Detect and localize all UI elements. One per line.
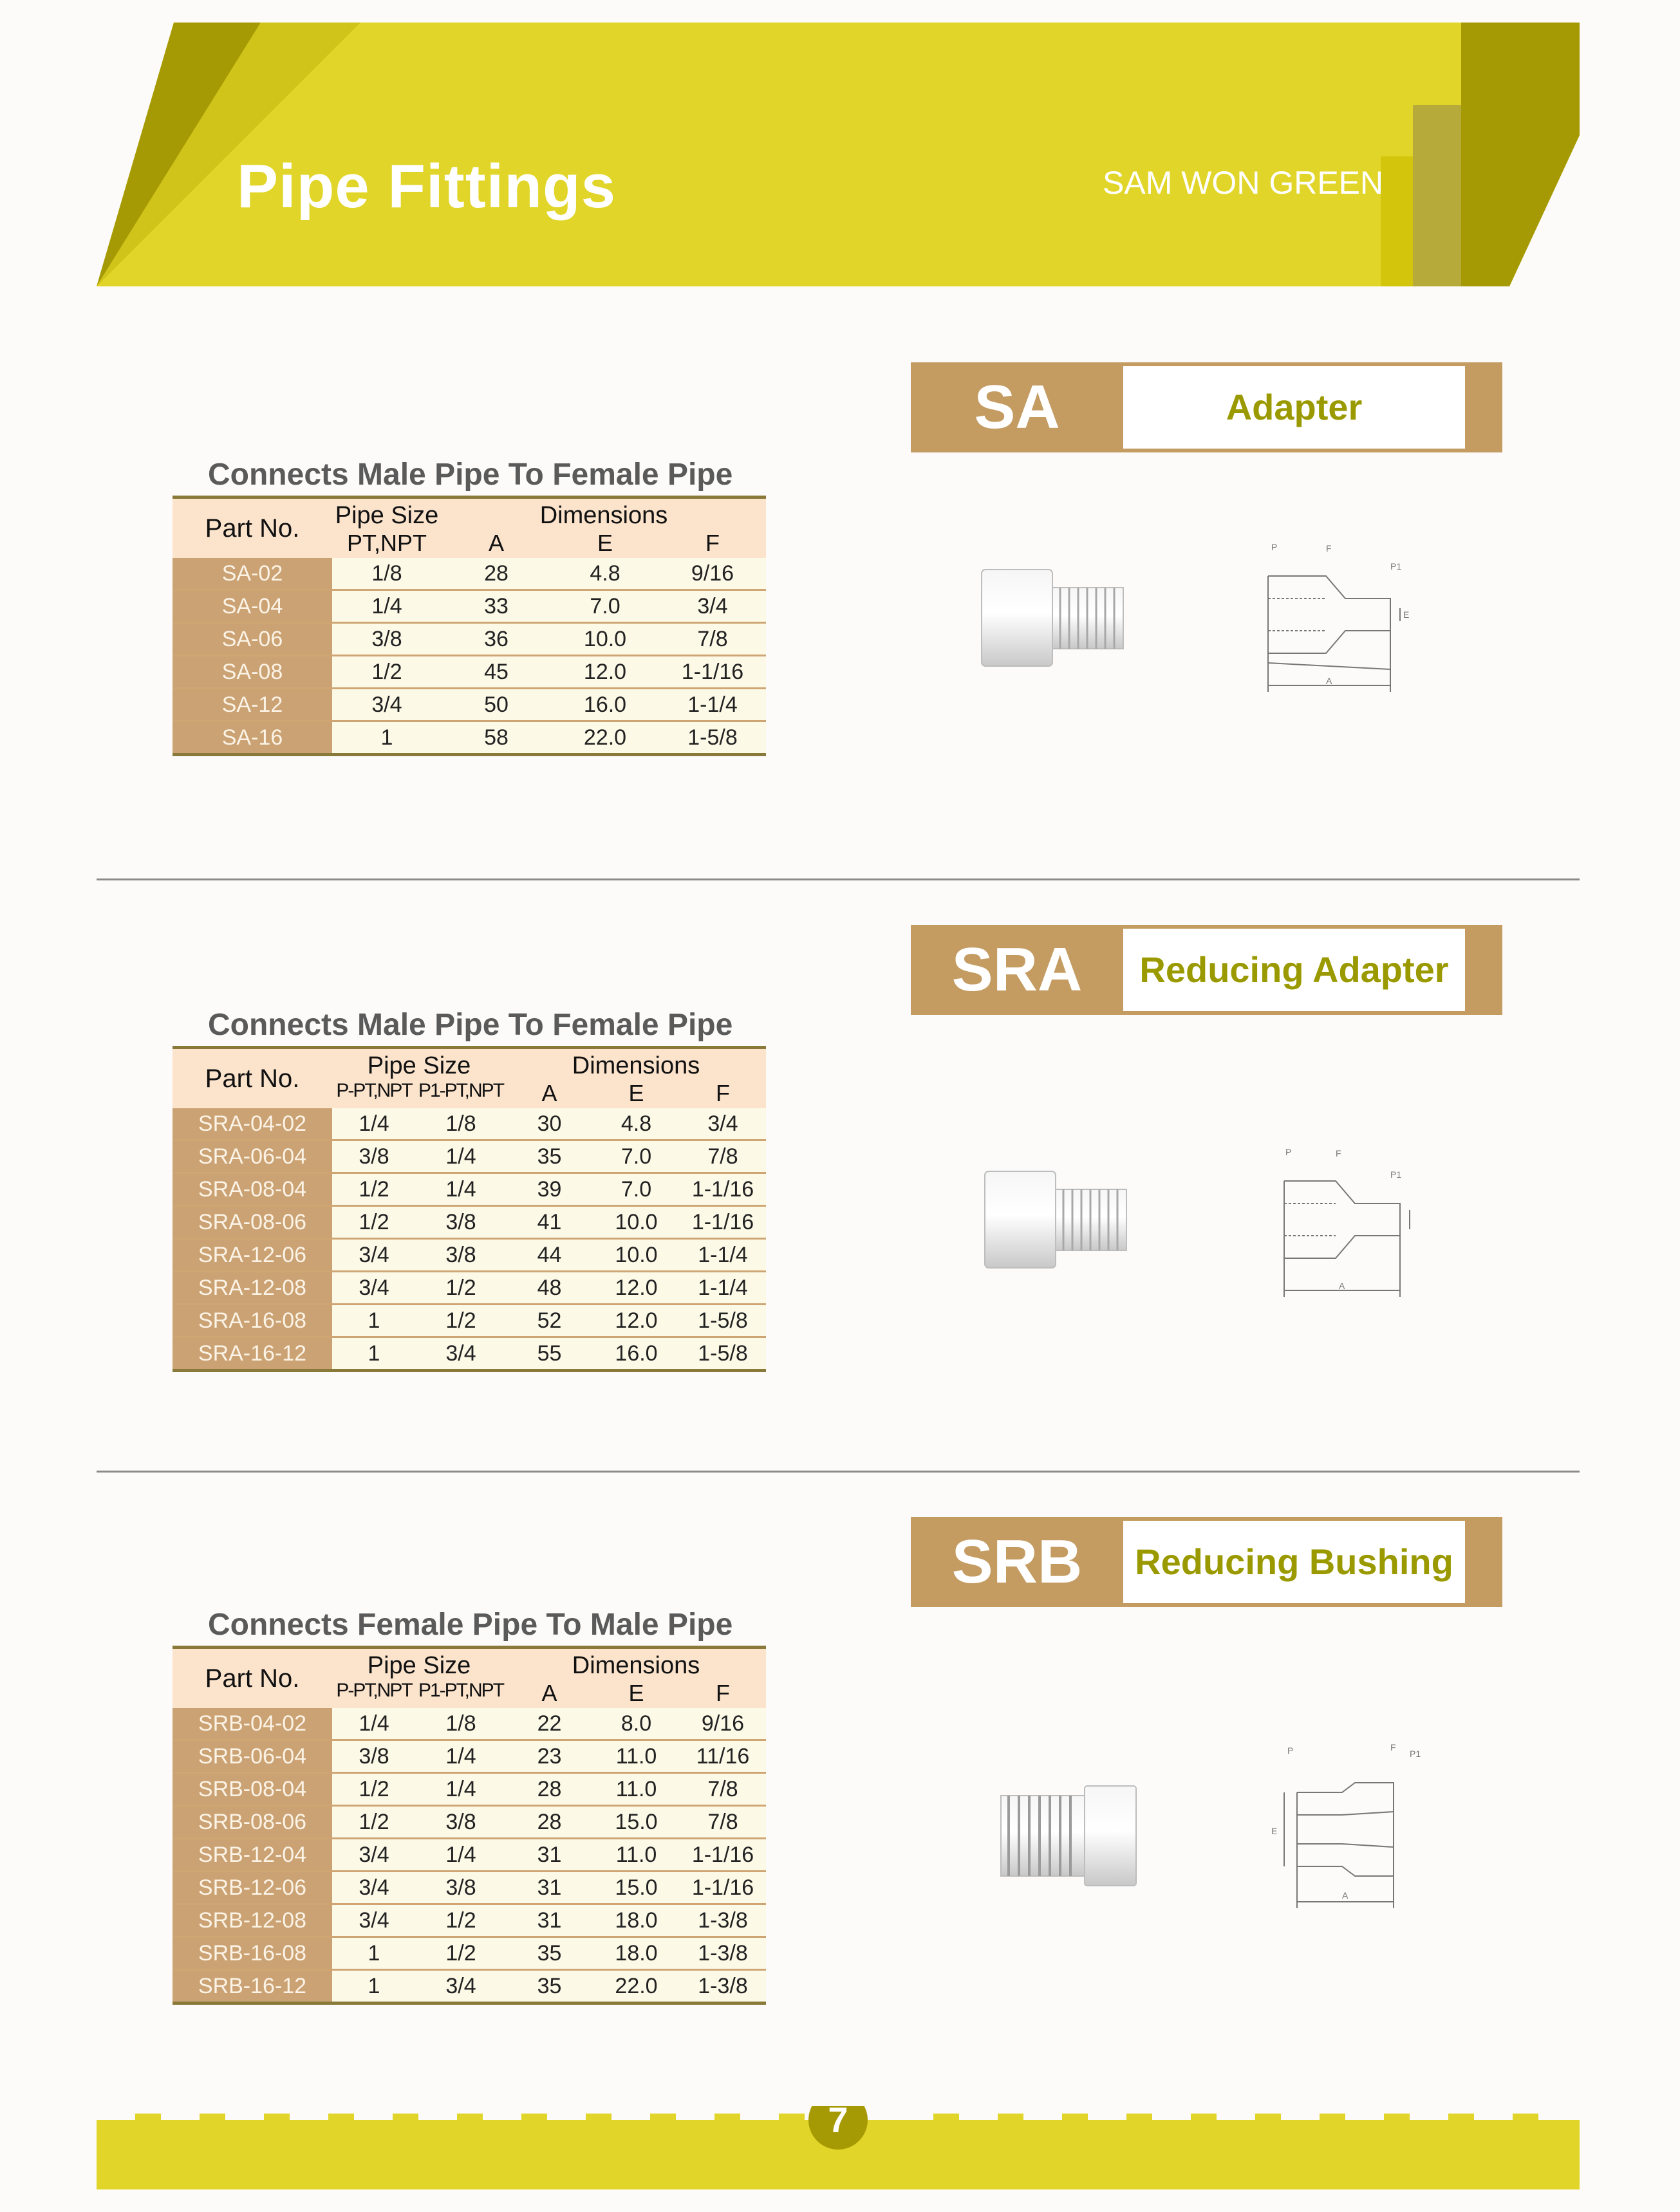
svg-text:P: P [1285,1147,1292,1157]
svg-text:P1: P1 [1390,561,1402,572]
srb-header-p1: P1-PT,NPT [416,1680,506,1708]
sra-header-p1: P1-PT,NPT [416,1080,506,1108]
srb-spec-table [173,1649,766,2005]
table-row: SRA-06-04 3/8 1/4 35 7.0 7/8 [173,1140,766,1173]
srb-name: Reducing Bushing [1135,1541,1453,1582]
sra-technical-drawing [1271,1142,1439,1303]
sra-badge [911,925,1502,1015]
sra-spec-table [173,1049,766,1372]
table-row: SRA-04-02 1/4 1/8 30 4.8 3/4 [173,1108,766,1140]
sra-header-pipe-size: Pipe Size [332,1049,506,1080]
sra-name: Reducing Adapter [1139,949,1449,990]
sra-header-dimensions: Dimensions [506,1049,766,1080]
svg-text:E: E [1403,609,1410,620]
svg-text:P1: P1 [1390,1169,1402,1180]
srb-code: SRB [951,1527,1083,1596]
sa-subtitle: Connects Male Pipe To Female Pipe [208,458,733,492]
svg-text:A: A [1342,1890,1349,1901]
sa-spec-table [173,499,766,756]
page-number: 7 [828,2099,848,2140]
svg-text:P: P [1271,542,1278,552]
srb-header-dimensions: Dimensions [506,1649,766,1680]
sra-header-a: A [506,1080,593,1108]
table-row: SRA-12-08 3/4 1/2 48 12.0 1-1/4 [173,1272,766,1305]
svg-text:P1: P1 [1410,1749,1421,1759]
sa-header-pt-npt: PT,NPT [332,530,442,558]
table-row: SRB-08-06 1/2 3/8 28 15.0 7/8 [173,1806,766,1839]
table-row: SRB-12-04 3/4 1/4 31 11.0 1-1/16 [173,1839,766,1872]
sa-header-pipe-size: Pipe Size [332,499,442,530]
srb-header-f: F [680,1680,766,1708]
table-row: SA-04 1/4 33 7.0 3/4 [173,590,766,623]
srb-badge [911,1517,1502,1607]
svg-text:F: F [1390,1742,1396,1752]
srb-header-a: A [506,1680,593,1708]
sra-header-e: E [593,1080,680,1108]
table-row: SRB-12-08 3/4 1/2 31 18.0 1-3/8 [173,1904,766,1937]
table-row: SRB-16-12 1 3/4 35 22.0 1-3/8 [173,1970,766,2003]
sra-code: SRA [951,935,1083,1004]
srb-technical-drawing [1258,1738,1426,1918]
sa-code: SA [974,373,1060,441]
table-row: SRB-12-06 3/4 3/8 31 15.0 1-1/16 [173,1872,766,1904]
table-row: SA-16 1 58 22.0 1-5/8 [173,721,766,755]
srb-header-e: E [593,1680,680,1708]
srb-subtitle: Connects Female Pipe To Male Pipe [208,1608,733,1642]
page-title: Pipe Fittings [237,152,616,221]
svg-text:A: A [1326,676,1332,686]
srb-header-p: P-PT,NPT [332,1680,416,1708]
svg-text:F: F [1336,1148,1341,1158]
table-row: SRA-16-12 1 3/4 55 16.0 1-5/8 [173,1337,766,1371]
sa-name: Adapter [1226,387,1363,427]
table-row: SRB-16-08 1 1/2 35 18.0 1-3/8 [173,1937,766,1970]
sra-product-photo [972,1158,1139,1274]
sa-badge [911,362,1502,452]
table-row: SRA-08-04 1/2 1/4 39 7.0 1-1/16 [173,1173,766,1206]
section-divider [97,1471,1580,1473]
sa-technical-drawing [1255,537,1423,698]
table-row: SRA-12-06 3/4 3/8 44 10.0 1-1/4 [173,1239,766,1272]
footer-band [97,2099,1580,2189]
sa-header-e: E [551,530,659,558]
table-row: SRB-08-04 1/2 1/4 28 11.0 7/8 [173,1773,766,1806]
sa-header-a: A [442,530,551,558]
table-row: SA-06 3/8 36 10.0 7/8 [173,623,766,656]
sa-product-photo [969,557,1136,673]
header-banner [97,23,1580,286]
svg-text:P: P [1287,1745,1294,1756]
table-row: SRB-04-02 1/4 1/8 22 8.0 9/16 [173,1708,766,1740]
srb-header-part-no: Part No. [173,1649,332,1708]
sa-header-part-no: Part No. [173,499,332,558]
svg-text:A: A [1339,1281,1345,1291]
table-row: SRA-16-08 1 1/2 52 12.0 1-5/8 [173,1305,766,1337]
svg-text:E: E [1271,1826,1278,1836]
section-divider [97,878,1580,880]
sra-header-part-no: Part No. [173,1049,332,1108]
srb-product-photo [994,1776,1149,1892]
svg-text:F: F [1326,543,1332,553]
brand-name: SAM WON GREEN [1103,165,1384,201]
srb-header-pipe-size: Pipe Size [332,1649,506,1680]
table-row: SRA-08-06 1/2 3/8 41 10.0 1-1/16 [173,1206,766,1239]
table-row: SA-08 1/2 45 12.0 1-1/16 [173,656,766,689]
table-row: SRB-06-04 3/8 1/4 23 11.0 11/16 [173,1740,766,1773]
table-row: SA-12 3/4 50 16.0 1-1/4 [173,689,766,721]
sa-header-dimensions: Dimensions [442,499,766,530]
table-row: SA-02 1/8 28 4.8 9/16 [173,558,766,590]
sra-subtitle: Connects Male Pipe To Female Pipe [208,1008,733,1042]
sa-header-f: F [659,530,766,558]
sra-header-p: P-PT,NPT [332,1080,416,1108]
sra-header-f: F [680,1080,766,1108]
